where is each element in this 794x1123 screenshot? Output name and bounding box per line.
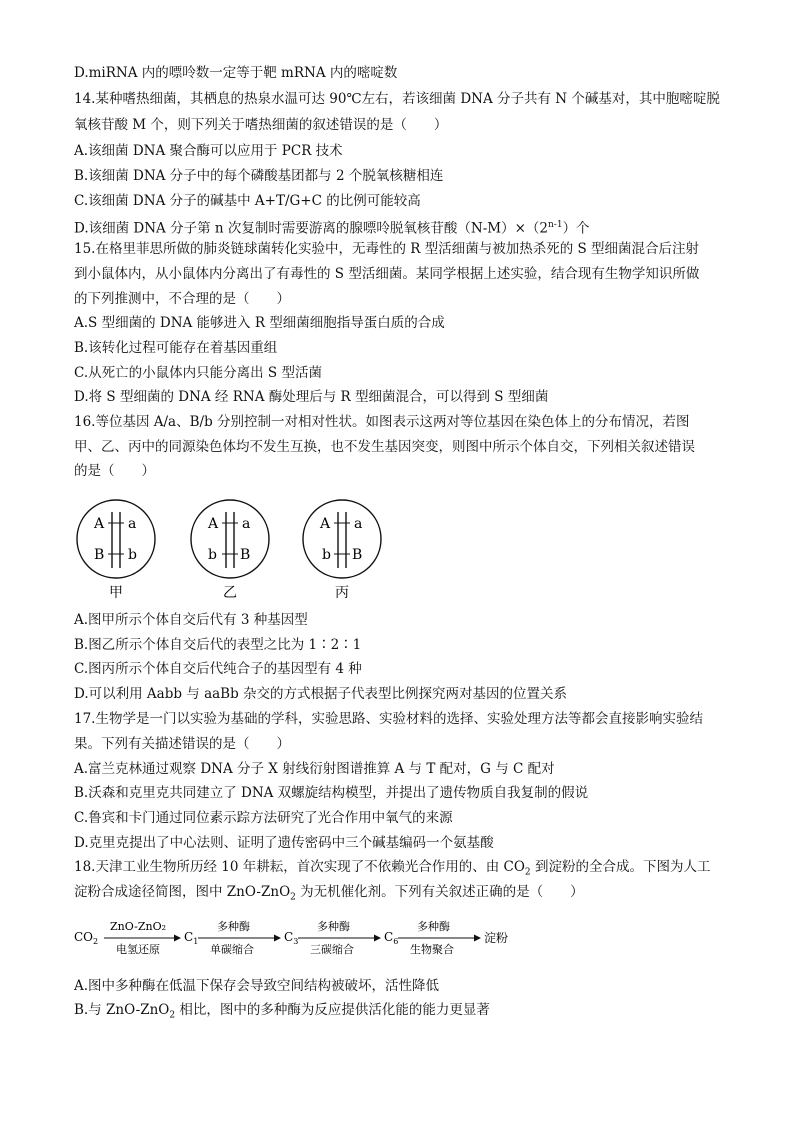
q14-option-d [74, 216, 590, 238]
q14-option-c: C.该细菌 DNA 分子的碱基中 A+T/G+C 的比例可能较高 [74, 193, 421, 209]
pathway-product-starch: 淀粉 [484, 931, 509, 945]
allele-lower-right: B [240, 547, 251, 563]
q17-option-b: B.沃森和克里克共同建立了 DNA 双螺旋结构模型，并提出了遗传物质自我复制的假说 [74, 785, 589, 801]
cell-membrane [191, 500, 269, 578]
q16-option-b: B.图乙所示个体自交后代的表型之比为 1∶2∶1 [74, 637, 362, 653]
pathway-process-label: 电氢还原 [116, 943, 160, 956]
pathway-process-label: 三碳缩合 [310, 943, 354, 956]
q18-option-b [74, 1001, 490, 1025]
pathway-catalyst-label: ZnO-ZnO₂ [110, 920, 167, 933]
cell-yi [191, 500, 269, 601]
q14-stem-line2: 氧核苷酸 M 个，则下列关于嗜热细菌的叙述错误的是（ ） [74, 117, 448, 133]
cell-label: 丙 [335, 585, 349, 601]
q16-option-a: A.图甲所示个体自交后代有 3 种基因型 [74, 612, 308, 628]
allele-upper-right: a [128, 516, 137, 532]
q18-stem-tail: 到淀粉的全合成。下图为人工 [530, 859, 711, 875]
q18-option-b-tail: 相比，图中的多种酶为反应提供活化能的能力更显著 [175, 1002, 490, 1018]
q15-stem-line1: 15.在格里菲思所做的肺炎链球菌转化实验中，无毒性的 R 型活细菌与被加热杀死的 S 型细菌混合后注射 [74, 241, 700, 257]
cell-label: 甲 [109, 585, 123, 601]
allele-upper-right: a [242, 516, 251, 532]
q16-option-d: D.可以利用 Aabb 与 aaBb 杂交的方式根据子代表型比例探究两对基因的位置关系 [74, 686, 568, 702]
chromosome-figure [70, 495, 390, 605]
pathway-product-c6: $C_6$ [384, 930, 399, 946]
q18-stem-subscript: 2 [524, 867, 531, 878]
q18-stem-subscript: 2 [290, 892, 296, 903]
cell-label: 乙 [223, 585, 237, 601]
q15-option-b: B.该转化过程可能存在着基因重组 [74, 340, 278, 356]
allele-lower-left: b [322, 547, 331, 563]
pathway-product-c3: $C_3$ [284, 930, 299, 946]
allele-upper-left: A [320, 516, 331, 532]
q15-option-c: C.从死亡的小鼠体内只能分离出 S 型活菌 [74, 365, 322, 381]
q18-option-b-text: B.与 ZnO-ZnO [74, 1002, 170, 1018]
cell-membrane [303, 500, 381, 578]
pathway-catalyst-label: 多种酶 [217, 920, 250, 933]
q13-option-d: D.miRNA 内的嘌呤数一定等于靶 mRNA 内的嘧啶数 [74, 65, 398, 81]
q17-stem-line1: 17.生物学是一门以实验为基础的学科，实验思路、实验材料的选择、实验处理方法等都会直接影响实验结 [74, 711, 703, 727]
q18-option-a: A.图中多种酶在低温下保存会导致空间结构被破坏，活性降低 [74, 978, 440, 994]
q17-stem-line2: 果。下列有关描述错误的是（ ） [74, 736, 290, 752]
q14-option-a: A.该细菌 DNA 聚合酶可以应用于 PCR 技术 [74, 143, 343, 159]
q18-stem-line2 [74, 883, 584, 907]
pathway-process-label: 单碳缩合 [210, 943, 254, 956]
q16-option-c: C.图丙所示个体自交后代纯合子的基因型有 4 种 [74, 661, 362, 677]
q14-option-d-tail: ）个 [562, 220, 590, 237]
q14-option-d-text: D.该细菌 DNA 分子第 n 次复制时需要游离的腺嘌呤脱氧核苷酸（N-M）×（2 [74, 220, 548, 237]
pathway-start-co2: $CO_2$ [74, 930, 99, 946]
q18-stem-line1 [74, 858, 710, 882]
allele-lower-left: b [208, 547, 217, 563]
allele-upper-left: A [94, 516, 105, 532]
q16-stem-line2: 甲、乙、丙中的同源染色体均不发生互换，也不发生基因突变，则图中所示个体自交，下列相关叙述错误 [74, 439, 695, 455]
q15-option-a: A.S 型细菌的 DNA 能够进入 R 型细菌细胞指导蛋白质的合成 [74, 315, 445, 331]
q16-stem-line3: 的是（ ） [74, 463, 155, 479]
pathway-product-c1: $C_1$ [184, 930, 199, 946]
q18-stem-tail: 为无机催化剂。下列有关叙述正确的是（ ） [295, 884, 584, 900]
q14-option-b: B.该细菌 DNA 分子中的每个磷酸基团都与 2 个脱氧核糖相连 [74, 168, 444, 184]
q17-option-c: C.鲁宾和卡门通过同位素示踪方法研究了光合作用中氧气的来源 [74, 810, 453, 826]
cell-membrane [77, 500, 155, 578]
allele-upper-right: a [354, 516, 363, 532]
cell-bing [303, 500, 381, 601]
pathway-process-label: 生物聚合 [410, 943, 454, 956]
q18-stem-text: 18.天津工业生物所历经 10 年耕耘，首次实现了不依赖光合作用的、由 CO [74, 859, 525, 875]
pathway-catalyst-label: 多种酶 [417, 920, 450, 933]
q16-stem-line1: 16.等位基因 A/a、B/b 分别控制一对相对性状。如图表示这两对等位基因在染色体上的分布情况，若图 [74, 414, 690, 430]
allele-upper-left: A [208, 516, 219, 532]
q15-stem-line2: 到小鼠体内，从小鼠体内分离出了有毒性的 S 型活细菌。某同学根据上述实验，结合现有生物学知识所做 [74, 266, 700, 282]
starch-pathway-diagram [74, 910, 534, 960]
q14-option-d-exponent: n-1 [547, 220, 563, 230]
allele-lower-left: B [94, 547, 105, 563]
q14-stem-line1: 14.某种嗜热细菌，其栖息的热泉水温可达 90℃左右，若该细菌 DNA 分子共有 N 个碱基对，其中胞嘧啶脱 [74, 91, 720, 107]
q18-stem-text: 淀粉合成途径简图，图中 ZnO-ZnO [74, 884, 291, 900]
cell-jia [77, 500, 155, 601]
q15-stem-line3: 的下列推测中，不合理的是（ ） [74, 291, 290, 307]
q17-option-d: D.克里克提出了中心法则、证明了遗传密码中三个碱基编码一个氨基酸 [74, 835, 494, 851]
q17-option-a: A.富兰克林通过观察 DNA 分子 X 射线衍射图谱推算 A 与 T 配对，G 与 C 配对 [74, 761, 555, 777]
pathway-catalyst-label: 多种酶 [317, 920, 350, 933]
allele-lower-right: B [352, 547, 363, 563]
allele-lower-right: b [128, 547, 137, 563]
q15-option-d: D.将 S 型细菌的 DNA 经 RNA 酶处理后与 R 型细菌混合，可以得到 S 型细菌 [74, 389, 549, 405]
q18-option-b-subscript: 2 [169, 1010, 176, 1021]
